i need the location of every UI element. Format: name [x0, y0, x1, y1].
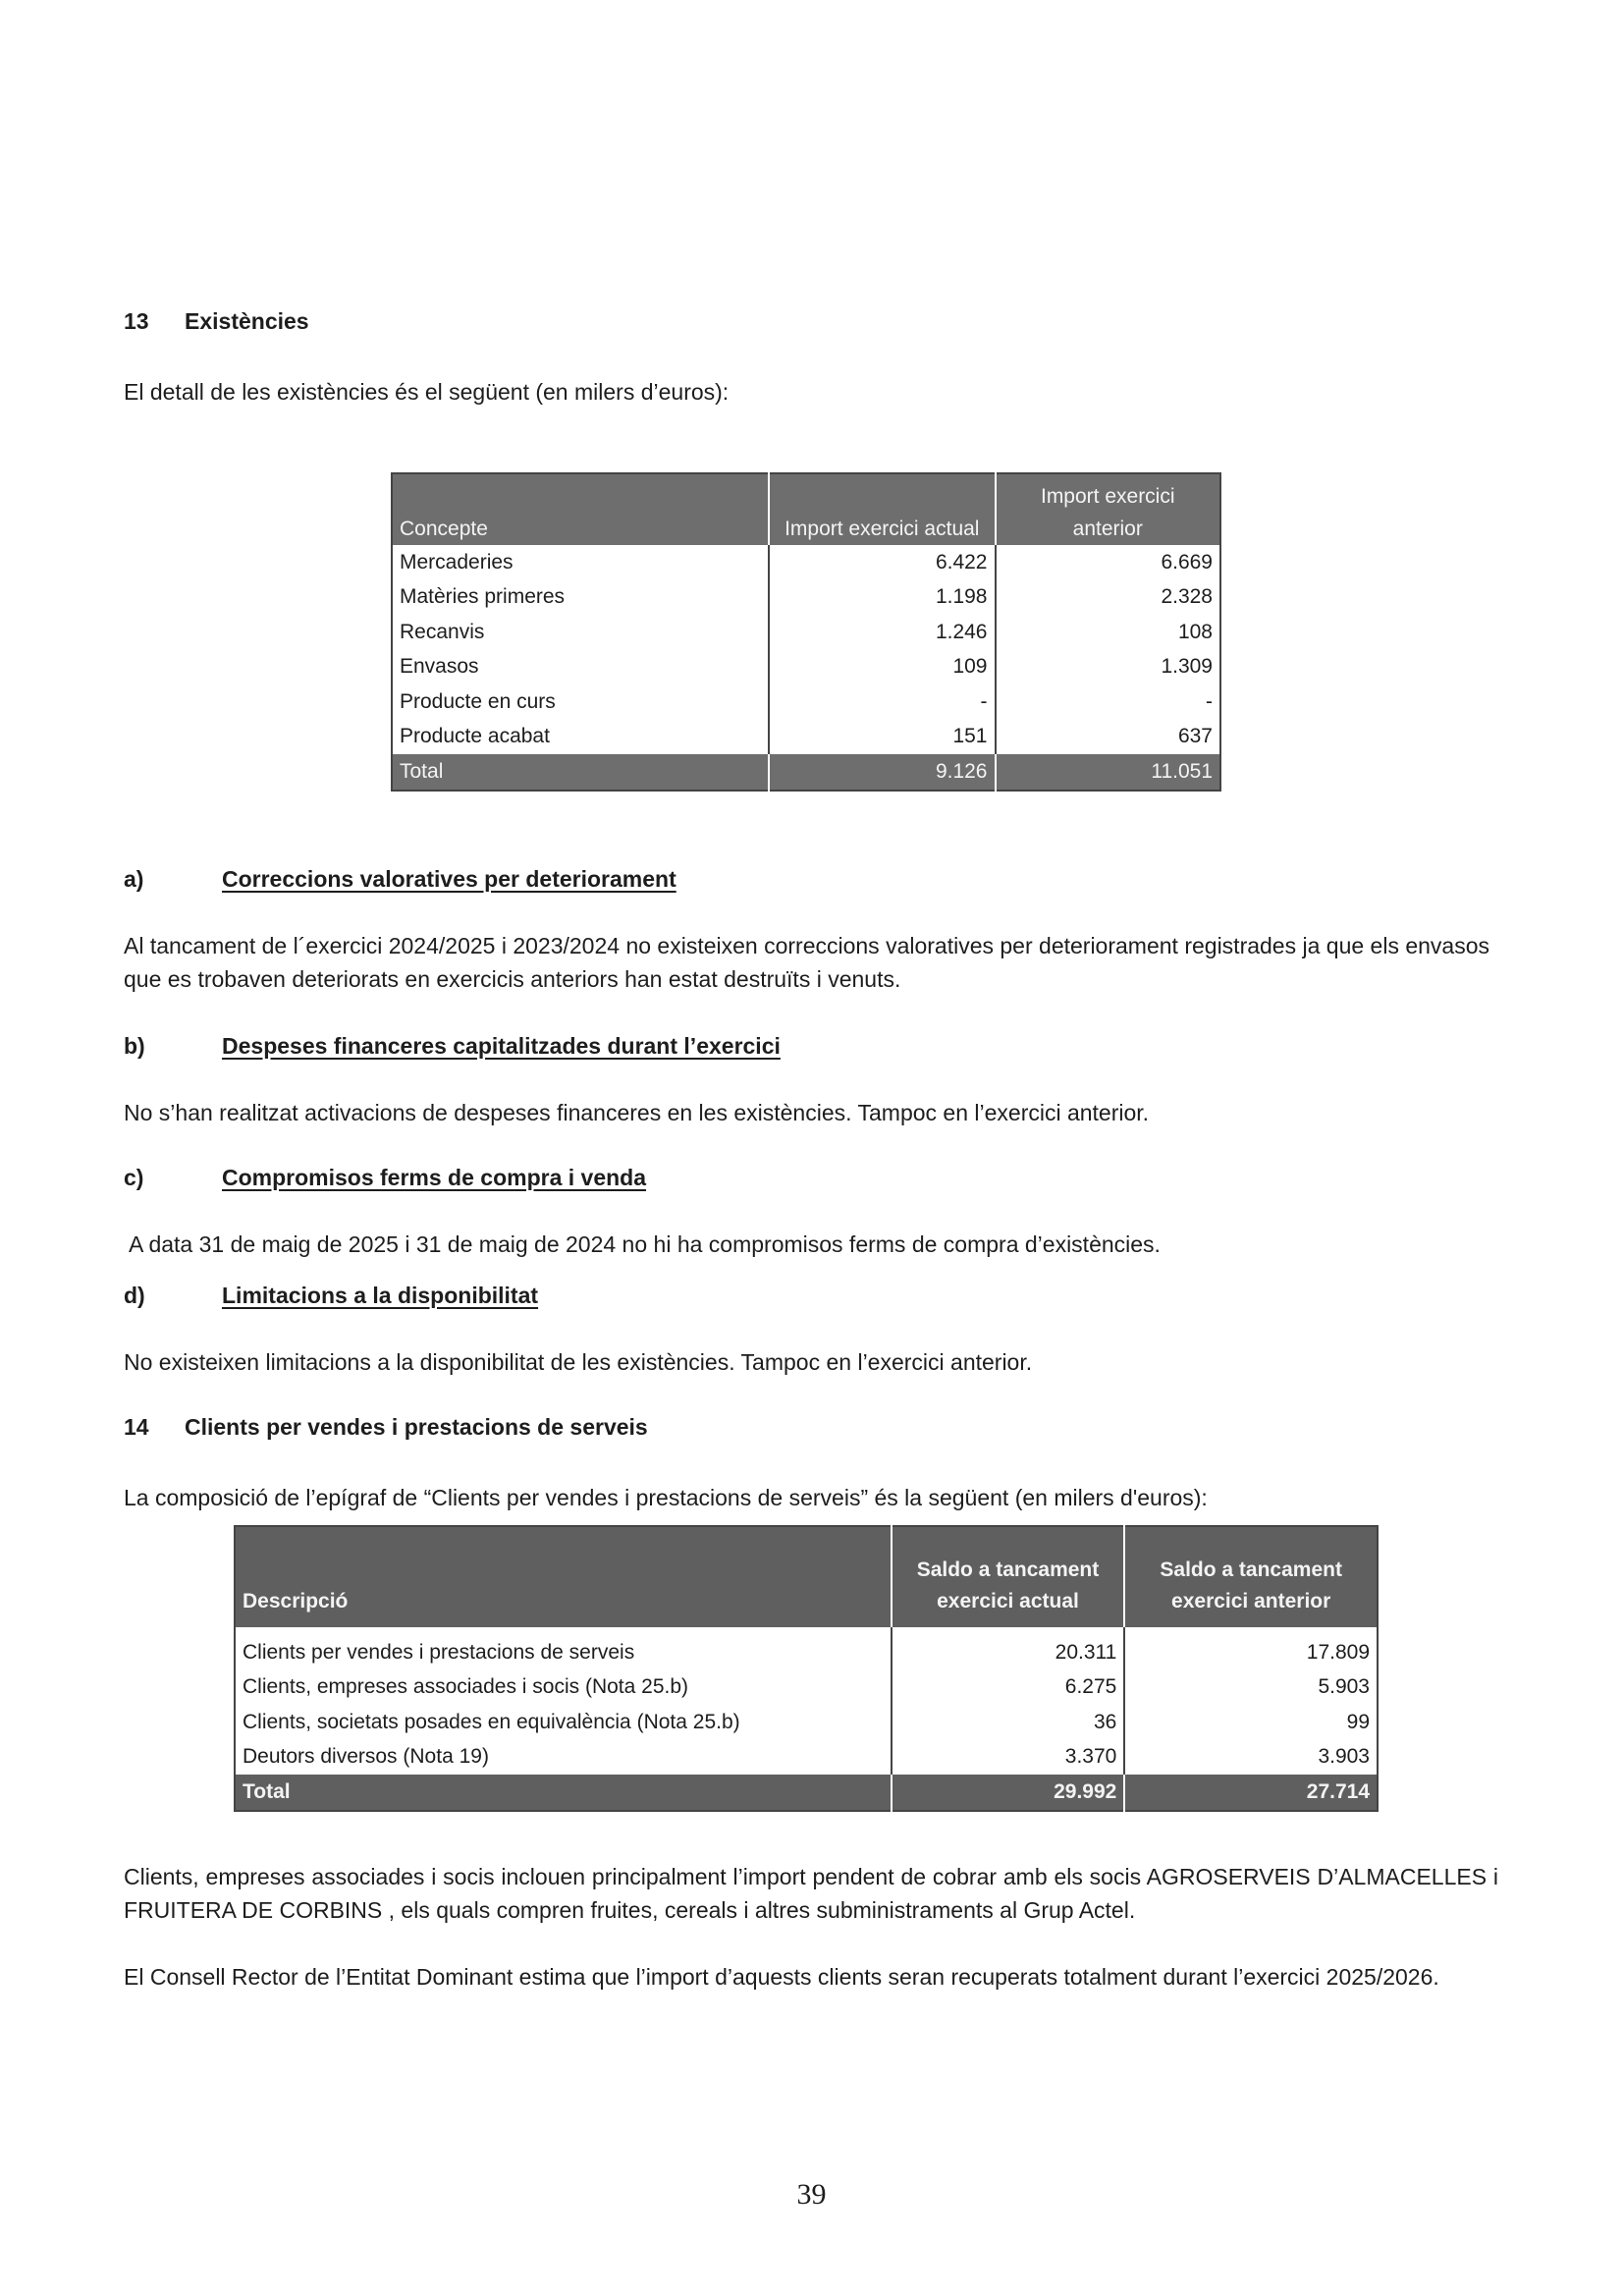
section-14-heading: [124, 1414, 648, 1441]
row-actual: 109: [769, 650, 995, 685]
table-row: [392, 720, 1220, 755]
inventory-table: [391, 472, 1221, 792]
section-14-title: Clients per vendes i prestacions de serveis: [185, 1414, 648, 1440]
row-anterior: -: [1206, 689, 1213, 713]
row-anterior: 17.809: [1306, 1640, 1370, 1664]
table-row: [235, 1705, 1378, 1740]
inventory-table-header: [392, 473, 1220, 545]
table-row: [235, 1740, 1378, 1776]
total-anterior: 11.051: [996, 754, 1221, 791]
subsection-d-heading: [124, 1283, 538, 1309]
row-anterior: 637: [1177, 725, 1213, 748]
header-anterior: Import exercici anterior: [996, 473, 1221, 545]
row-actual: -: [769, 684, 995, 720]
row-anterior: 5.903: [1318, 1675, 1370, 1699]
table-row: [392, 650, 1220, 685]
header-descripcio: Descripció: [235, 1526, 892, 1627]
subsection-title: Compromisos ferms de compra i venda: [222, 1165, 647, 1190]
table-spacer: [235, 1627, 1378, 1635]
row-concept: Recanvis: [392, 615, 769, 650]
table-row: [235, 1670, 1378, 1706]
subsection-title: Despeses financeres capitalitzades durant l’exercici: [222, 1033, 781, 1059]
section-13-intro: El detall de les existències és el següent (en milers d’euros):: [124, 379, 730, 405]
section-14-paragraph-2: El Consell Rector de l’Entitat Dominant estima que l’import d’aquests clients seran recuperats totalment durant l’exercici 2025/2026.: [124, 1964, 1439, 1990]
subsection-letter: a): [124, 866, 144, 892]
subsection-title: Limitacions a la disponibilitat: [222, 1283, 539, 1308]
total-label: Total: [392, 754, 769, 791]
row-actual: 36: [892, 1705, 1125, 1740]
table-row: [392, 580, 1220, 616]
row-actual: 151: [769, 720, 995, 755]
row-concept: Matèries primeres: [392, 580, 769, 616]
row-anterior: 3.903: [1318, 1745, 1370, 1769]
subsection-d-text: No existeixen limitacions a la disponibilitat de les existències. Tampoc en l’exercici anterior.: [124, 1349, 1033, 1375]
row-desc: Deutors diversos (Nota 19): [235, 1740, 892, 1776]
header-saldo-actual: Saldo a tancament exercici actual: [892, 1526, 1125, 1627]
section-14-intro: La composició de l’epígraf de “Clients per vendes i prestacions de serveis” és la següent (en milers d'euros):: [124, 1485, 1208, 1510]
subsection-letter: c): [124, 1165, 144, 1190]
row-actual: 20.311: [892, 1635, 1125, 1670]
row-concept: Producte en curs: [392, 684, 769, 720]
total-anterior: 27.714: [1124, 1775, 1378, 1811]
row-actual: 6.275: [892, 1670, 1125, 1706]
table-row: [235, 1635, 1378, 1670]
row-concept: Envasos: [392, 650, 769, 685]
row-desc: Clients per vendes i prestacions de serveis: [235, 1635, 892, 1670]
total-label: Total: [235, 1775, 892, 1811]
subsection-letter: b): [124, 1033, 145, 1059]
header-saldo-anterior: Saldo a tancament exercici anterior: [1124, 1526, 1378, 1627]
table-row: [392, 545, 1220, 580]
row-concept: Mercaderies: [392, 545, 769, 580]
subsection-b-text: No s’han realitzat activacions de despeses financeres en les existències. Tampoc en l’exercici anterior.: [124, 1100, 1150, 1125]
row-concept: Producte acabat: [392, 720, 769, 755]
subsection-c-text: A data 31 de maig de 2025 i 31 de maig de 2024 no hi ha compromisos ferms de compra d’existències.: [129, 1231, 1161, 1257]
row-anterior: 1.309: [1161, 655, 1213, 679]
subsection-c-heading: [124, 1165, 646, 1191]
subsection-title: Correccions valoratives per deteriorament: [222, 866, 676, 892]
section-14-paragraph-1: Clients, empreses associades i socis inclouen principalment l’import pendent de cobrar amb els socis AGROSERVEIS D’ALMACELLES i FRUITERA DE CORBINS , els quals compren fruites, cereals i altres subministraments al Grup Actel.: [124, 1864, 1498, 1923]
row-actual: 6.422: [769, 545, 995, 580]
row-desc: Clients, societats posades en equivalència (Nota 25.b): [235, 1705, 892, 1740]
row-desc: Clients, empreses associades i socis (Nota 25.b): [235, 1670, 892, 1706]
row-actual: 1.246: [769, 615, 995, 650]
table-row: [392, 615, 1220, 650]
header-actual: Import exercici actual: [769, 473, 995, 545]
header-concepte: Concepte: [392, 473, 769, 545]
total-actual: 9.126: [769, 754, 995, 791]
table-total-row: [392, 754, 1220, 791]
row-anterior: 99: [1346, 1710, 1370, 1733]
row-anterior: 6.669: [1161, 550, 1213, 574]
section-13-number: 13: [124, 308, 149, 334]
row-anterior: 2.328: [1161, 585, 1213, 609]
clients-table: [234, 1525, 1379, 1812]
section-14-number: 14: [124, 1414, 149, 1440]
table-row: [392, 684, 1220, 720]
clients-table-header: [235, 1526, 1378, 1627]
section-13-title: Existències: [185, 308, 309, 334]
subsection-a-heading: [124, 866, 676, 893]
page-number: 39: [796, 2178, 827, 2211]
total-actual: 29.992: [892, 1775, 1125, 1811]
subsection-letter: d): [124, 1283, 145, 1308]
table-total-row: [235, 1775, 1378, 1811]
row-anterior: 108: [1177, 620, 1213, 643]
subsection-b-heading: [124, 1033, 781, 1060]
row-actual: 3.370: [892, 1740, 1125, 1776]
section-13-heading: [124, 308, 309, 335]
row-actual: 1.198: [769, 580, 995, 616]
subsection-a-text: Al tancament de l´exercici 2024/2025 i 2023/2024 no existeixen correccions valoratives per deteriorament registrades ja que els envasos que es trobaven deteriorats en exercicis anteriors han estat destruïts i venuts.: [124, 933, 1490, 992]
